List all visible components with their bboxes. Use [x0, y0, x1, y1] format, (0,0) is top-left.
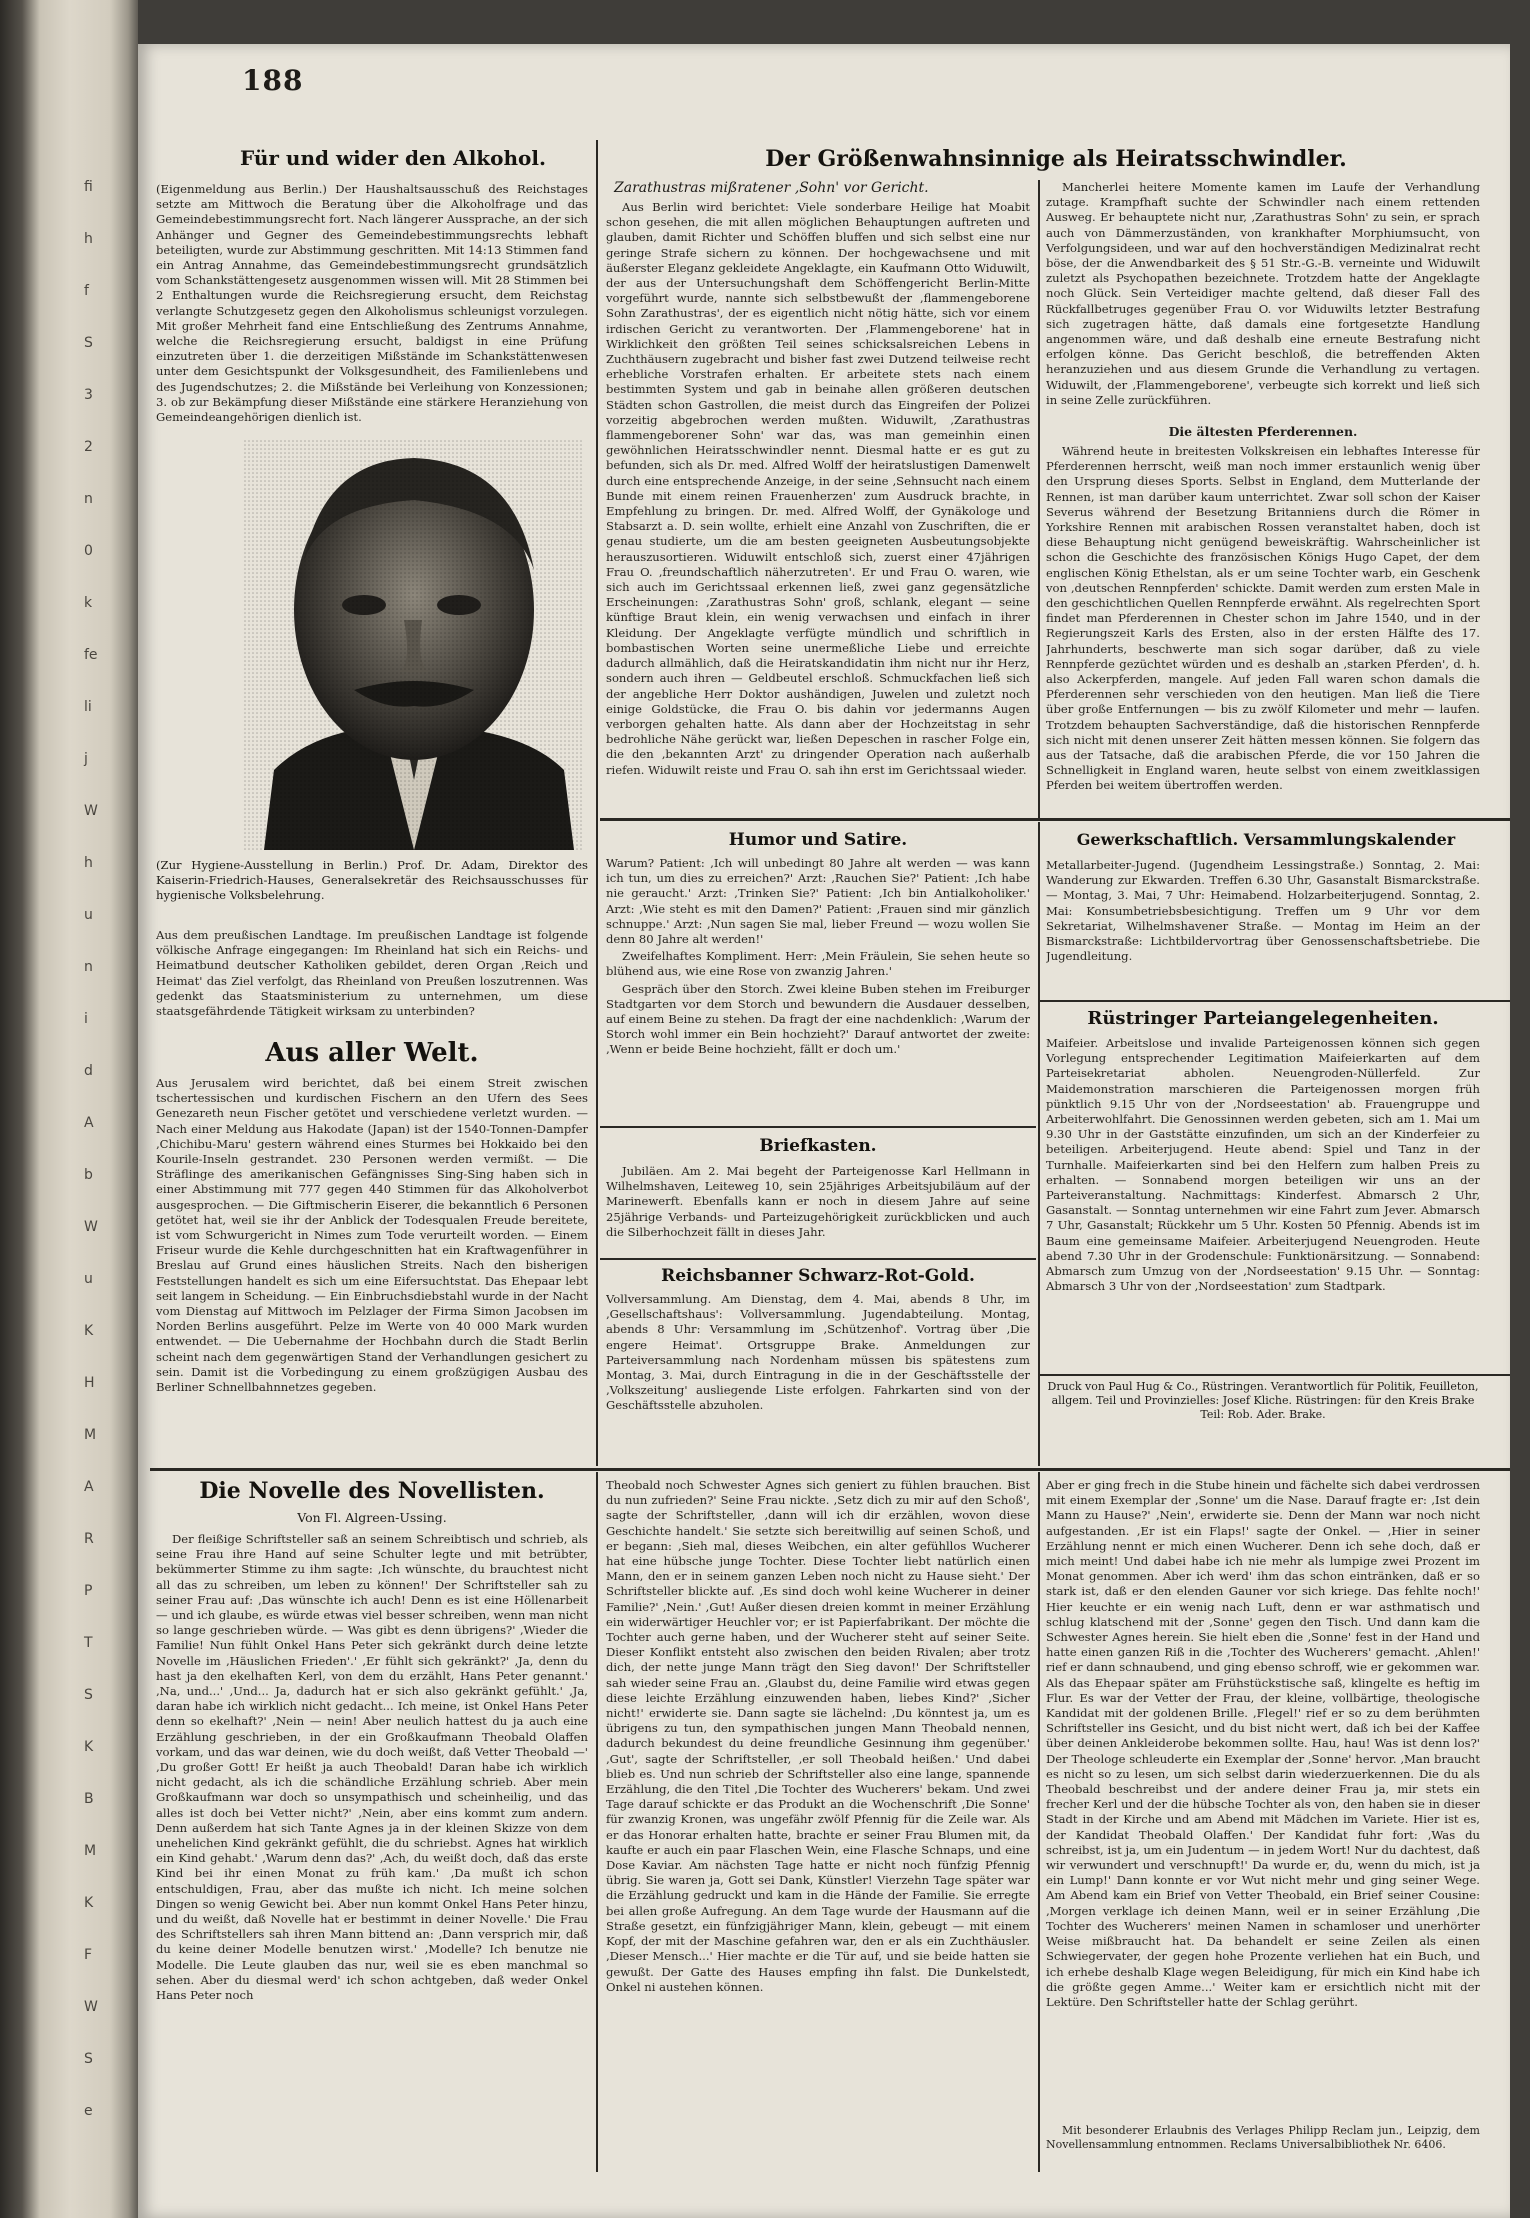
column-rule: [596, 1472, 598, 2172]
binding-fragment: W: [84, 803, 98, 819]
column-rule: [1038, 1472, 1040, 2172]
binding-fragment: W: [84, 1999, 98, 2015]
portrait-caption: (Zur Hygiene-Ausstellung in Berlin.) Prof. Dr. Adam, Direktor des Kaiserin-Friedrich-Hauses, Generalsekretär des Reichsausschusses für hygienische Volksbelehrung.: [156, 858, 588, 903]
binding-fragment: K: [84, 1739, 94, 1755]
alkohol-body: (Eigenmeldung aus Berlin.) Der Haushaltsausschuß des Reichstages setzte am Mittwoch die Beratung über die Alkoholfrage und das Gemeindebestimmungsrecht fort. Nach längerer Aussprache, an der sich Anhänger und Gegner des Gemeindebestimmungsrechts lebhaft beteiligten, wurde zur Abstimmung geschritten. Mit 14:13 Stimmen fand ein Antrag Annahme, das Gemeindebestimmungsrecht grundsätzlich vom Schankstättengesetz ausgenommen wissen will. Mit 28 Stimmen bei 2 Enthaltungen wurde die Reichsregierung ersucht, dem Reichstag verlangte Schutzgesetz gegen den Alkoholismus schleunigst vorzulegen. Mit großer Mehrheit fand eine Entschließung des Zentrums Annahme, welche die Reichsregierung ersucht, baldigst in eine Prüfung einzutreten über 1. die derzeitigen Mißstände im Schankstättenwesen unter dem Gesichtspunkt der Volksgesundheit, des Familienlebens und des Jugendschutzes; 2. die Mißstände bei Verleihung von Konzessionen; 3. ob zur Bekämpfung dieser Mißstände eine stärkere Heranziehung von Gemeindeangehörigen dienlich ist.: [156, 182, 588, 424]
binding-fragment: M: [84, 1427, 97, 1443]
binding-fragment: S: [84, 2051, 93, 2067]
welt-title: Aus aller Welt.: [265, 1038, 479, 1068]
novelle-col2: Theobald noch Schwester Agnes sich geniert zu fühlen brauchen. Bist du nun zufrieden?' Seine Frau nickte. ‚Setz dich zu mir auf den Schoß', sagte der Schriftsteller, ‚dann will ich dir erzählen, wovon diese Geschichte handelt.' Sie setzte sich bereitwillig auf seinen Schoß, und er begann: ‚Sieh mal, dieses Weibchen, ein alter gefühllos Wucherer hat eine hübsche junge Tochter. Diese Tochter liebt natürlich einen Mann, den er in seinem ganzen Leben noch nicht zu Hause sieht.' Der Schriftsteller blickte auf. ‚Es sind doch wohl keine Wucherer in deiner Familie?' ‚Nein.' ‚Gut! Außer diesen dreien kommt in meiner Erzählung ein widerwärtiger Heuchler vor; er ist Papierfabrikant. Der möchte die Tochter auch gerne haben, und der Wucherer steht auf seiner Seite. Dieser Konflikt entsteht also zwischen den beiden Rivalen; aber trotz dich, der nette junge Mann trägt den Sieg davon!' Der Schriftsteller sah wieder seine Frau an. ‚Glaubst du, deine Familie wird etwas gegen diese leichte Erzählung einzuwenden haben, liebes Kind?' ‚Sicher nicht!' erwiderte sie. Dann sagte sie lächelnd: ‚Du könntest ja, um es übrigens zu tun, den sympathischen jungen Mann Theobald nennen, dadurch bekundest du deine freundliche Gesinnung ihm gegenüber.' ‚Gut', sagte der Schriftsteller, ‚er soll Theobald heißen.' Und dabei blieb es. Und nun schrieb der Schriftsteller also eine lange, spannende Erzählung, die den Titel ‚Die Tochter des Wucherers' bekam. Und zwei Tage darauf schickte er das Produkt an die Wochenschrift ‚Die Sonne' für zwanzig Kronen, was ungefähr zwölf Pfennig für die Zeile war. Als er das Honorar erhalten hatte, brachte er seiner Frau Blumen mit, da kaufte er auch ein paar Flaschen Wein, eine Flasche Schnaps, und eine Dose Kaviar. Am nächsten Tage hatte er nicht noch fünfzig Pfennig übrig. Sie waren ja, Gott sei Dank, Künstler! Vierzehn Tage später war die Erzählung gedruckt und kam in die Hände der Familie. Sie erregte bei allen große Aufregung. An dem Tage wurde der Hausmann auf die Straße gesetzt, ein fünfzigjähriger Mann, klein, gebeugt — mit einem Kopf, der mit der Maschine gefahren war, den er als ein Zuchthäusler. ‚Dieser Mensch...' Hier machte er die Tür auf, und sie beide hatten sie gewußt. Der Gatte des Hauses empfing ihn falst. Die Dunkelstedt, Onkel ni austehen können.: [606, 1478, 1030, 1994]
binding-fragment: u: [84, 907, 93, 923]
page-number: 188: [242, 64, 304, 97]
pferderennen-body: Während heute in breitesten Volkskreisen ein lebhaftes Interesse für Pferderennen herrscht, weiß man noch immer erstaunlich wenig über den Ursprung dieses Sports. Selbst in England, dem Mutterlande der Rennen, ist man darüber kaum unterrichtet. Zwar soll schon der Kaiser Severus während der Besetzung Britanniens durch die Römer in Yorkshire Rennen mit arabischen Rossen veranstaltet haben, doch ist diese Behauptung nicht genügend beweiskräftig. Wahrscheinlicher ist schon die Geschichte des französischen Königs Hugo Capet, der dem englischen König Ethelstan, als er um seine Tochter warb, ein Geschenk von ‚deutschen Rennpferden' schickte. Damit werden zum ersten Male in den geschichtlichen Quellen Rennpferde erwähnt. Als regelrechten Sport findet man Pferderennen in Chester schon im Jahre 1540, und in der Regierungszeit Karls des Ersten, also in der ersten Hälfte des 17. Jahrhunderts, beschwerte man sich sogar darüber, daß zu viele Rennpferde gezüchtet würden und es deshalb an ‚starken Pferden', d. h. also Ackerpferden, mangele. Auf jeden Fall waren schon damals die Pferderennen sehr verschieden von den heutigen. Man ließ die Tiere über große Entfernungen — bis zu zwölf Kilometer und mehr — laufen. Trotzdem behaupten Sachverständige, daß die historischen Rennpferde sich nicht mit denen unserer Zeit hätten messen können. Sie folgern das aus der Tatsache, daß die arabischen Pferde, die vor 150 Jahren die Schnelligkeit in England waren, heute selbst von einem zweitklassigen Pferden bei weitem übertroffen werden.: [1046, 444, 1480, 793]
page-binding: [0, 0, 138, 2218]
binding-fragment: i: [84, 1011, 88, 1027]
binding-fragment: K: [84, 1323, 94, 1339]
novelle-col3: Aber er ging frech in die Stube hinein und fächelte sich dabei verdrossen mit einem Exemplar der ‚Sonne' um die Nase. Darauf fragte er: ‚Ist dein Mann zu Hause?' ‚Nein', erwiderte sie. Denn der Mann war noch nicht aufgestanden. ‚Er ist ein Flaps!' sagte der Onkel. — ‚Hier in seiner Erzählung nennt er mich einen Wucherer. Denn ich sehe doch, daß er mich meint! Und dabei habe ich nie mehr als lumpige zwei Prozent im Monat genommen. Aber ich werd' ihm das schon eintränken, daß er so stark ist, daß er den elenden Gauner vor sich kriege. Das fehlte noch!' Hier keuchte er ein wenig nach Luft, denn er war asthmatisch und schlug klatschend mit der ‚Sonne' gegen den Tisch. Und dann kam die Schwester Agnes herein. Sie hielt eben die ‚Sonne' fest in der Hand und hatte einen ganzen Riß in die ‚Tochter des Wucherers' gemacht. ‚Ahlen!' rief er dann schnaubend, und ging ebenso schroff, wie er gekommen war. Als das Ehepaar später am Frühstückstische saß, klingelte es heftig im Flur. Es war der Vetter der Frau, der kleine, vollbärtige, theologische Kandidat mit der goldenen Brille. ‚Flegel!' rief er so zu dem berühmten Schriftsteller ins Gesicht, und du bist nicht wert, daß ich bei der Kaffee über deinen Ankleiderobe bekommen sollte. Hau, hau! Was ist denn los?' Der Theologe schleuderte ein Exemplar der ‚Sonne' hervor. ‚Man braucht es nicht so zu lesen, um sich selbst darin wiederzuerkennen. Die du als Theobald beschreibst und der andere deiner Frau ja, mir stets ein frecher Kerl und der die hübsche Tochter als von, den haben sie in dieser Stadt in der Kirche und am Abend mit Mädchen im Variete. Hier ist es, der Kandidat Theobald Olaffen.' Der Kandidat fuhr fort: ‚Was du schreibst, ist ja, um ein Judentum — in jedem Wort! Nur du dachtest, daß wir verwundert und verschnupft!' Da wurde er, du, wenn du mich, ist ja ein Lump!' Dann konnte er vor Wut nicht mehr und ging seiner Wege. Am Abend kam ein Brief von Vetter Theobald, ein Brief seiner Cousine: ‚Morgen verklage ich deinen Mann, weil er in seiner Erzählung ‚Die Tochter des Wucherers' meinen Namen in schamloser und unerhörter Weise mißbraucht hat. Da behandelt er seine Zeilen als einen Schwiegervater, der gegen hohe Prozente verliehen hat ein Buch, und ich erhebe deshalb Klage wegen Beleidigung, für mich ein Kind habe ich die größte gegen Amme...' Weiter kam er ersichtlich nicht mit der Lektüre. Den Schriftsteller hatte der Schlag gerührt.: [1046, 1478, 1480, 2009]
column-rule: [1038, 822, 1040, 1466]
binding-fragment: li: [84, 699, 92, 715]
portrait-image: [244, 440, 584, 850]
binding-fragment: n: [84, 491, 93, 507]
schwindler-title: Der Größenwahnsinnige als Heiratsschwindler.: [765, 146, 1347, 172]
binding-fragment: B: [84, 1791, 94, 1807]
binding-fragment: j: [84, 751, 88, 767]
ruestringer-body: Maifeier. Arbeitslose und invalide Parteigenossen können sich gegen Vorlegung entsprechender Legitimation Maifeierkarten auf dem Parteisekretariat abholen. Neuengroden-Nüllerfeld. Zur Maidemonstration marschieren die Parteigenossen morgen früh pünktlich 9.15 Uhr von der ‚Nordseestation' ab. Frauengruppe und Arbeiterwohlfahrt. Die Genossinnen werden gebeten, sich am 1. Mai um 9.30 Uhr in der Gaststätte einzufinden, um sich an der Kinderfeier zu beteiligen. Arbeiterjugend. Heute abend: Spiel und Tanz in der Turnhalle. Maifeierkarten sind bei den Helfern zum halben Preis zu erhalten. — Sonnabend morgen beteiligen wir uns an der Parteiveranstaltung. Nachmittags: Kinderfest. Abmarsch 2 Uhr, Gasanstalt. — Sonntag unternehmen wir eine Fahrt zum Jever. Abmarsch 7 Uhr, Gasanstalt; Rückkehr um 5 Uhr. Kosten 50 Pfennig. Abends ist im Baum eine gemeinsame Maifeier. Arbeiterjugend Neuengroden. Heute abend 7.30 Uhr in der Grodenschule: Funktionärsitzung. — Sonnabend: Abmarsch zum Umzug von der ‚Nordseestation' 9.15 Uhr. — Sonntag: Abmarsch 3 Uhr von der ‚Nordseestation' zum Stadtpark.: [1046, 1036, 1480, 1294]
binding-fragment: M: [84, 1843, 97, 1859]
binding-fragment: 2: [84, 439, 93, 455]
binding-fragment: h: [84, 855, 93, 871]
reichsbanner-body: Vollversammlung. Am Dienstag, dem 4. Mai, abends 8 Uhr, im ‚Gesellschaftshaus': Vollversammlung. Jugendabteilung. Montag, abends 8 Uhr: Versammlung im ‚Schützenhof'. Vortrag über ‚Die engere Heimat'. Ortsgruppe Brake. Anmeldungen zur Parteiversammlung nach Nordenham müssen bis spätestens zum Montag, 3. Mai, durch Eintragung in die in der Geschäftsstelle der ‚Volkszeitung' ausliegende Liste erfolgen. Fahrkarten sind von der Geschäftsstelle abzuholen.: [606, 1292, 1030, 1413]
section-rule: [1040, 1000, 1510, 1002]
alkohol-title: Für und wider den Alkohol.: [240, 146, 546, 170]
welt-body: Aus Jerusalem wird berichtet, daß bei einem Streit zwischen tschertessischen und kurdischen Fischern an den Ufern des Sees Genezareth neun Fischer getötet und verschiedene verletzt wurden. — Nach einer Meldung aus Hakodate (Japan) ist der 1540-Tonnen-Dampfer ‚Chichibu-Maru' gestern während eines Sturmes bei Hokkaido bei den Kourile-Inseln gestrandet. 230 Personen werden vermißt. — Die Sträflinge des amerikanischen Gefängnisses Sing-Sing haben sich in einer Abstimmung mit 777 gegen 440 Stimmen für das Alkoholverbot ausgesprochen. — Die Giftmischerin Eiserer, die bekanntlich 6 Personen getötet hat, weil sie ihr der Anblick der Todesqualen Freude bereitete, ist vom Schwurgericht in Nimes zum Tode verurteilt worden. — Einem Friseur wurde die Kehle durchgeschnitten hat ein Kraftwagenführer in Breslau auf Grund eines häuslichen Streits. Nach den bisherigen Feststellungen handelt es sich um eine Eifersuchtstat. Das Ehepaar lebt seit langem in Scheidung. — Ein Einbruchsdiebstahl wurde in der Nacht vom Dienstag auf Mittwoch im Pelzlager der Firma Simon Jacobsen im Norden Berlins ausgeführt. Pelze im Werte von 40 000 Mark wurden entwendet. — Die Uebernahme der Hochbahn durch die Stadt Berlin scheint nach dem gegenwärtigen Stand der Verhandlungen gesichert zu sein. Damit ist die Vorbedingung zu einem großzügigen Ausbau des Berliner Schnellbahnnetzes gegeben.: [156, 1076, 588, 1395]
portrait-photo: [244, 440, 584, 850]
binding-fragment: fe: [84, 647, 98, 663]
humor-body: Warum? Patient: ‚Ich will unbedingt 80 Jahre alt werden — was kann ich tun, um dies zu erreichen?' Arzt: ‚Rauchen Sie?' Patient: ‚Ich habe nie geraucht.' Arzt: ‚Trinken Sie?' Patient: ‚Ich bin Antialkoholiker.' Arzt: ‚Wie steht es mit den Damen?' Patient: ‚Frauen sind mir gänzlich schnuppe.' Arzt: ‚Nun sagen Sie mal, lieber Freund — wozu wollen Sie denn 80 Jahre alt werden!' Zweifelhaftes Kompliment. Herr: ‚Mein Fräulein, Sie sehen heute so blühend aus, wie eine Rose von zwanzig Jahren.' Gespräch über den Storch. Zwei kleine Buben stehen im Freiburger Stadtgarten vor dem Storch und bewundern die Ausdauer desselben, auf einem Beine zu stehen. Da fragt der eine nachdenklich: ‚Warum der Storch wohl immer ein Bein hochzieht?' Darauf antwortet der zweite: ‚Wenn er beide Beine hochzieht, fällt er doch um.': [606, 856, 1030, 1057]
schwindler-subtitle: Zarathustras mißratener ‚Sohn' vor Gericht.: [614, 180, 929, 196]
imprint: Druck von Paul Hug & Co., Rüstringen. Verantwortlich für Politik, Feuilleton, allgem. Teil und Provinzielles: Josef Kliche. Rüstringen: für den Kreis Brake Teil: Rob. Ader. Brake.: [1047, 1380, 1479, 1421]
binding-fragment: K: [84, 1895, 94, 1911]
binding-fragment: n: [84, 959, 93, 975]
schwindler-col2: Mancherlei heitere Momente kamen im Laufe der Verhandlung zutage. Krampfhaft suchte der Schwindler nach einem rettenden Ausweg. Er behauptete nicht nur, ‚Zarathustras Sohn' zu sein, er sprach auch von Dämmerzuständen, von krankhafter Morphiumsucht, von Verfolgungsideen, und war auf den hochverständigen Medizinalrat recht böse, der die Anwendbarkeit des § 51 Str.-G.-B. verneinte und Widuwilt zuletzt als Psychopathen bezeichnete. Trotzdem hatte der Angeklagte noch Glück. Sein Verteidiger machte geltend, daß dieser Fall des Rückfallbetruges gegenüber Frau O. vor Widuwilts letzter Bestrafung sich zugetragen hätte, daß damals eine fortgesetzte Handlung angenommen wäre, und daß deshalb eine erneute Bestrafung nicht erfolgen könne. Das Gericht beschloß, die betreffenden Akten heranzuziehen und aus diesem Grunde die Verhandlung zu vertagen. Widuwilt, der ‚Flammengeborene', verbeugte sich korrekt und ließ sich in seine Zelle zurückführen.: [1046, 180, 1480, 407]
novelle-col1: Der fleißige Schriftsteller saß an seinem Schreibtisch und schrieb, als seine Frau ihre Hand auf seine Schulter legte und mit betrübter, bekümmerter Stimme zu ihm sagte: ‚Ich wünschte, du brauchtest nicht all das zu schreiben, um leben zu können!' Der Schriftsteller sah zu seiner Frau auf: ‚Das wünschte ich auch! Denn es ist eine Höllenarbeit — und ich glaube, es würde etwas viel besser schreiben, wenn man nicht so lange geschrieben würde. — Was gibt es denn übrigens?' ‚Wieder die Familie! Nun fühlt Onkel Hans Peter sich gekränkt durch deine letzte Novelle im ‚Häuslichen Frieden'.' ‚Er fühlt sich gekränkt?' ‚Ja, denn du hast ja den ekelhaften Kerl, von dem du erzählt, Hans Peter genannt.' ‚Na, und...' ‚Und... Ja, dadurch hat er sich also gekränkt gefühlt.' ‚Ja, daran habe ich wirklich nicht gedacht... Ich meine, ist Onkel Hans Peter denn so ekelhaft?' ‚Nein — nein! Aber neulich hattest du ja auch eine Erzählung geschrieben, in der ein Großkaufmann Theobald Olaffen vorkam, und das war deinen, wie du doch weißt, daß Vetter Theobald —' ‚Du großer Gott! Er heißt ja auch Theobald! Daran habe ich wirklich nicht gedacht, als ich die schändliche Erzählung schrieb. Aber mein Großkaufmann war doch so unsympathisch und scheinheilig, und das alles ist doch bei Vetter nicht?' ‚Nein, aber eins kommt zum andern. Denn außerdem hat sich Tante Agnes ja in der kleinen Skizze von dem unehelichen Kind gekränkt gefühlt, die du schriebst. Agnes hat wirklich ein Kind gehabt.' ‚Warum denn das?' ‚Ach, du weißt doch, daß das erste Kind bei ihr einen Monat zu früh kam.' ‚Da mußt ich schon entschuldigen, Frau, aber das mußte ich nicht. Ich meine solchen Dingen so wenig Gewicht bei. Aber nun kommt Onkel Hans Peter hinzu, und du weißt, daß Novelle hat er bestimmt in deiner Novelle.' Die Frau des Schriftstellers sah ihren Mann bittend an: ‚Dann versprich mir, daß du keine deiner Modelle benutzen wirst.' ‚Modelle? Ich benutze nie Modelle. Die Leute glauben das nur, weil sie es eben manchmal so sehen. Aber du diesmal werd' ich schon achtgeben, daß weder Onkel Hans Peter noch: [156, 1532, 588, 2003]
binding-fragment: h: [84, 231, 93, 247]
binding-fragment: F: [84, 1947, 93, 1963]
binding-fragment: u: [84, 1271, 93, 1287]
column-rule: [596, 140, 598, 1466]
binding-fragment: b: [84, 1167, 93, 1183]
binding-fragment: 0: [84, 543, 93, 559]
novelle-footnote: Mit besonderer Erlaubnis des Verlages Philipp Reclam jun., Leipzig, dem Novellensammlung entnommen. Reclams Universalbibliothek Nr. 6406.: [1046, 2124, 1480, 2151]
schwindler-col1: Aus Berlin wird berichtet: Viele sonderbare Heilige hat Moabit schon gesehen, die mit allen möglichen Behauptungen auftreten und glauben, damit Richter und Schöffen bluffen und sich selbst eine nur geringe Strafe sichern zu können. Der hochgewachsene und mit äußerster Eleganz gekleidete Angeklagte, ein Kaufmann Otto Widuwilt, der aus der Untersuchungshaft dem Schöffengericht Berlin-Mitte vorgeführt wurde, nannte sich selbstbewußt der ‚flammengeborene Sohn Zarathustras', der es eigentlich nicht nötig hätte, sich vor einem irdischen Gericht zu verantworten. Der ‚Flammengeborene' hat in Wirklichkeit den größten Teil seines schicksalsreichen Lebens in Zuchthäusern zugebracht und bisher fast zwei Dutzend teilweise recht erhebliche Vorstrafen erhalten. Er arbeitete stets nach einem bestimmten System und gab in beinahe allen größeren deutschen Städten schon Gastrollen, die meist durch das Eingreifen der Polizei vorzeitig abgebrochen werden mußten. Widuwilt, ‚Zarathustras flammengeborener Sohn' war das, was man gemeinhin einen gewöhnlichen Heiratsschwindler nennt. Diesmal hatte er es gut zu befunden, sich als Dr. med. Alfred Wolff der heiratslustigen Damenwelt durch eine entsprechende Anzeige, in der seine ‚Sehnsucht nach einem Bunde mit einem reinen Frauenherzen' zum Ausdruck brachte, in Empfehlung zu bringen. Dr. med. Alfred Wolff, der Gynäkologe und Stabsarzt a. D. sein wollte, erhielt eine Anzahl von Zuschriften, die er genau studierte, um die am besten geeigneten Ausbeutungsobjekte herauszusortieren. Widuwilt entschloß sich, zuerst einer 47jährigen Frau O. ‚freundschaftlich näherzutreten'. Er und Frau O. waren, wie sich auch im Gerichtssaal erkennen ließ, zwei ganz gegensätzliche Erscheinungen: ‚Zarathustras Sohn' groß, schlank, elegant — seine künftige Braut klein, ein wenig verwachsen und einfach in ihrer Kleidung. Der Angeklagte verfügte mündlich und schriftlich in bombastischen Worten seine unermeßliche Liebe und erreichte dadurch allmählich, daß die Heiratskandidatin ihm nicht nur ihr Herz, sondern auch ihren — Geldbeutel erschloß. Schmuckfachen ließ sich der angebliche Herr Doktor aushändigen, Juwelen und zuletzt noch einige Goldstücke, die Frau O. bis dahin vor jedermanns Augen verborgen gehalten hatte. Als dann aber der Hochzeitstag in sehr bedrohliche Nähe gerückt war, ließen Depeschen in rascher Folge ein, die den ‚bekannten Arzt' zu dringender Operation nach außerhalb riefen. Widuwilt reiste und Frau O. sah ihn erst im Gerichtssaal wieder.: [606, 200, 1030, 777]
gewerkschaft-body: Metallarbeiter-Jugend. (Jugendheim Lessingstraße.) Sonntag, 2. Mai: Wanderung zur Ekwarden. Treffen 6.30 Uhr, Gasanstalt Bismarckstraße. — Montag, 3. Mai, 7 Uhr: Heimabend. Holzarbeiterjugend. Sonntag, 2. Mai: Konsumbetriebsbesichtigung. Treffen um 9 Uhr vor dem Sekretariat, Wilhelmshavener Straße. — Montag im Heim an der Bismarckstraße: Lichtbildervortrag über Genossenschaftsbetriebe. Die Jugendleitung.: [1046, 858, 1480, 964]
binding-fragment: W: [84, 1219, 98, 1235]
landtag-body: Aus dem preußischen Landtage. Im preußischen Landtage ist folgende völkische Anfrage eingegangen: Im Rheinland hat sich ein Reichs- und Heimatbund deutscher Katholiken gebildet, deren Organ ‚Reich und Heimat' das Ziel verfolgt, das Rheinland von Preußen loszutrennen. Was gedenkt das Staatsministerium zu unternehmen, um diese staatsgefährdende Tätigkeit wirksam zu unterbinden?: [156, 928, 588, 1019]
binding-fragment: k: [84, 595, 93, 611]
binding-fragment: P: [84, 1583, 93, 1599]
binding-fragment: S: [84, 1687, 93, 1703]
briefkasten-title: Briefkasten.: [759, 1136, 877, 1156]
binding-fragment: T: [84, 1635, 93, 1651]
section-rule: [600, 1258, 1036, 1260]
binding-fragment: fi: [84, 179, 93, 195]
section-rule: [1040, 1374, 1510, 1376]
pferderennen-title: Die ältesten Pferderennen.: [1168, 424, 1358, 439]
binding-fragment: H: [84, 1375, 95, 1391]
binding-fragment: e: [84, 2103, 93, 2119]
section-rule: [150, 1468, 1510, 1471]
reichsbanner-title: Reichsbanner Schwarz-Rot-Gold.: [661, 1266, 975, 1286]
section-rule: [600, 818, 1510, 821]
novelle-author: Von Fl. Algreen-Ussing.: [297, 1510, 447, 1525]
binding-fragment: 3: [84, 387, 93, 403]
binding-fragment: A: [84, 1115, 94, 1131]
column-rule: [1038, 180, 1040, 820]
briefkasten-body: Jubiläen. Am 2. Mai begeht der Parteigenosse Karl Hellmann in Wilhelmshaven, Leiteweg 10, sein 25jähriges Arbeitsjubiläum auf der Marinewerft. Ebenfalls kann er noch in diesem Jahre auf seine 25jährige Verbands- und Parteizugehörigkeit zurückblicken und auch die Silberhochzeit fällt in dieses Jahr.: [606, 1164, 1030, 1239]
binding-fragment: S: [84, 335, 93, 351]
gewerkschaft-title: Gewerkschaftlich. Versammlungskalender: [1076, 830, 1456, 849]
binding-fragment: A: [84, 1479, 94, 1495]
binding-fragment: R: [84, 1531, 94, 1547]
ruestringer-title: Rüstringer Parteiangelegenheiten.: [1087, 1008, 1439, 1029]
section-rule: [600, 1126, 1036, 1128]
novelle-title: Die Novelle des Novellisten.: [199, 1478, 545, 1504]
binding-fragment: d: [84, 1063, 93, 1079]
humor-title: Humor und Satire.: [728, 830, 908, 850]
binding-fragment: f: [84, 283, 89, 299]
